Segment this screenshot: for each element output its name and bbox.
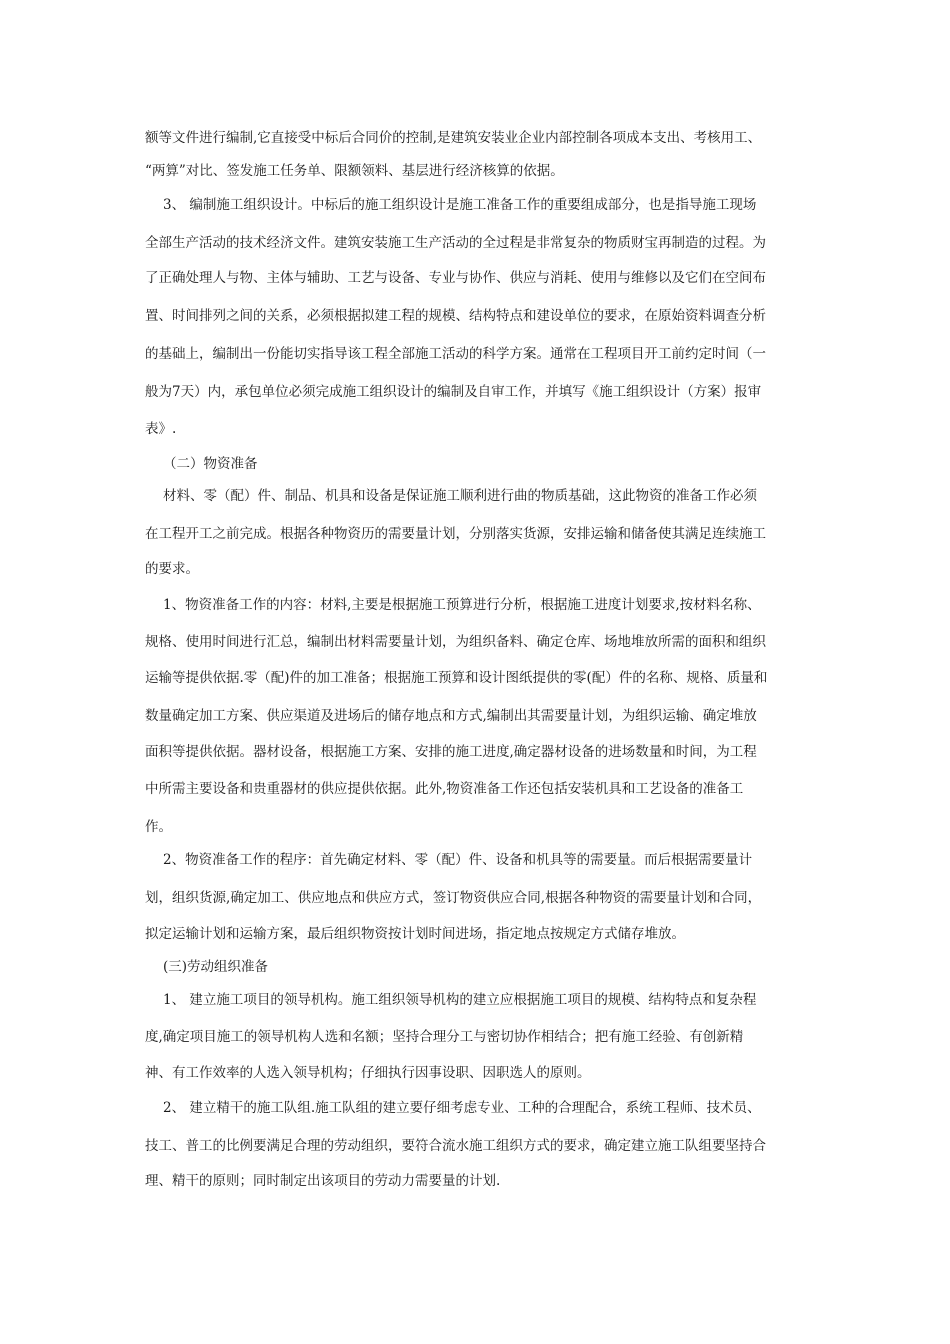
text-line: 在工程开工之前完成。根据各种物资历的需要量计划，分别落实货源，安排运输和储备使其满足连续施工 [145, 526, 766, 542]
text-line: 1、 建立施工项目的领导机构。施工组织领导机构的建立应根据施工项目的规模、结构特点和复杂程 [163, 992, 757, 1008]
text-line: 的基础上，编制出一份能切实指导该工程全部施工活动的科学方案。通常在工程项目开工前约定时间（一 [145, 346, 766, 362]
text-line: 2、 建立精干的施工队组.施工队组的建立要仔细考虑专业、工种的合理配合，系统工程师、技术员、 [163, 1100, 761, 1116]
text-line: “两算”对比、签发施工任务单、限额领料、基层进行经济核算的依据。 [145, 163, 564, 179]
text-line: 拟定运输计划和运输方案，最后组织物资按计划时间进场，指定地点按规定方式储存堆放。 [145, 926, 685, 942]
text-line: 了正确处理人与物、主体与辅助、工艺与设备、专业与协作、供应与消耗、使用与维修以及它们在空间布 [145, 270, 766, 286]
text-line: 度,确定项目施工的领导机构人选和名额；坚持合理分工与密切协作相结合；把有施工经验、有创新精 [145, 1029, 744, 1045]
text-line: 额等文件进行编制,它直接受中标后合同价的控制,是建筑安装业企业内部控制各项成本支出、考核用工、 [145, 130, 762, 146]
text-line: 表》. [145, 421, 177, 437]
text-line: 的要求。 [145, 561, 199, 577]
section-heading: (三)劳动组织准备 [163, 959, 269, 975]
text-line: 1、物资准备工作的内容：材料,主要是根据施工预算进行分析，根据施工进度计划要求,按材料名称、 [163, 597, 761, 613]
section-heading: （二）物资准备 [163, 456, 258, 472]
text-line: 般为7天）内，承包单位必须完成施工组织设计的编制及自审工作，并填写《施工组织设计（方案）报审 [145, 384, 762, 400]
text-line: 运输等提供依据.零（配)件的加工准备；根据施工预算和设计图纸提供的零(配）件的名称、规格、质量和 [145, 670, 768, 686]
text-line: 神、有工作效率的人选入领导机构；仔细执行因事设职、因职选人的原则。 [145, 1065, 591, 1081]
text-line: 材料、零（配）件、制品、机具和设备是保证施工顺利进行曲的物质基础，这此物资的准备工作必须 [163, 488, 757, 504]
text-line: 技工、普工的比例要满足合理的劳动组织，要符合流水施工组织方式的要求，确定建立施工队组要坚持合 [145, 1138, 766, 1154]
text-line: 面积等提供依据。器材设备，根据施工方案、安排的施工进度,确定器材设备的进场数量和时间，为工程 [145, 744, 757, 760]
text-line: 划，组织货源,确定加工、供应地点和供应方式，签订物资供应合同,根据各种物资的需要量计划和合同， [145, 890, 762, 906]
text-line: 中所需主要设备和贵重器材的供应提供依据。此外,物资准备工作还包括安装机具和工艺设备的准备工 [145, 781, 744, 797]
text-line: 数量确定加工方案、供应渠道及进场后的储存地点和方式,编制出其需要量计划，为组织运输、确定堆放 [145, 708, 757, 724]
text-line: 作。 [145, 819, 172, 835]
text-line: 3、 编制施工组织设计。中标后的施工组织设计是施工准备工作的重要组成部分，也是指导施工现场 [163, 197, 757, 213]
text-line: 置、时间排列之间的关系，必须根据拟建工程的规模、结构特点和建设单位的要求，在原始资料调查分析 [145, 308, 766, 324]
text-line: 2、物资准备工作的程序：首先确定材料、零（配）件、设备和机具等的需要量。而后根据需要量计 [163, 852, 753, 868]
text-line: 理、精干的原则；同时制定出该项目的劳动力需要量的计划. [145, 1173, 501, 1189]
text-line: 规格、使用时间进行汇总，编制出材料需要量计划，为组织备料、确定仓库、场地堆放所需的面积和组织 [145, 634, 766, 650]
text-line: 全部生产活动的技术经济文件。建筑安装施工生产活动的全过程是非常复杂的物质财宝再制造的过程。为 [145, 235, 766, 251]
